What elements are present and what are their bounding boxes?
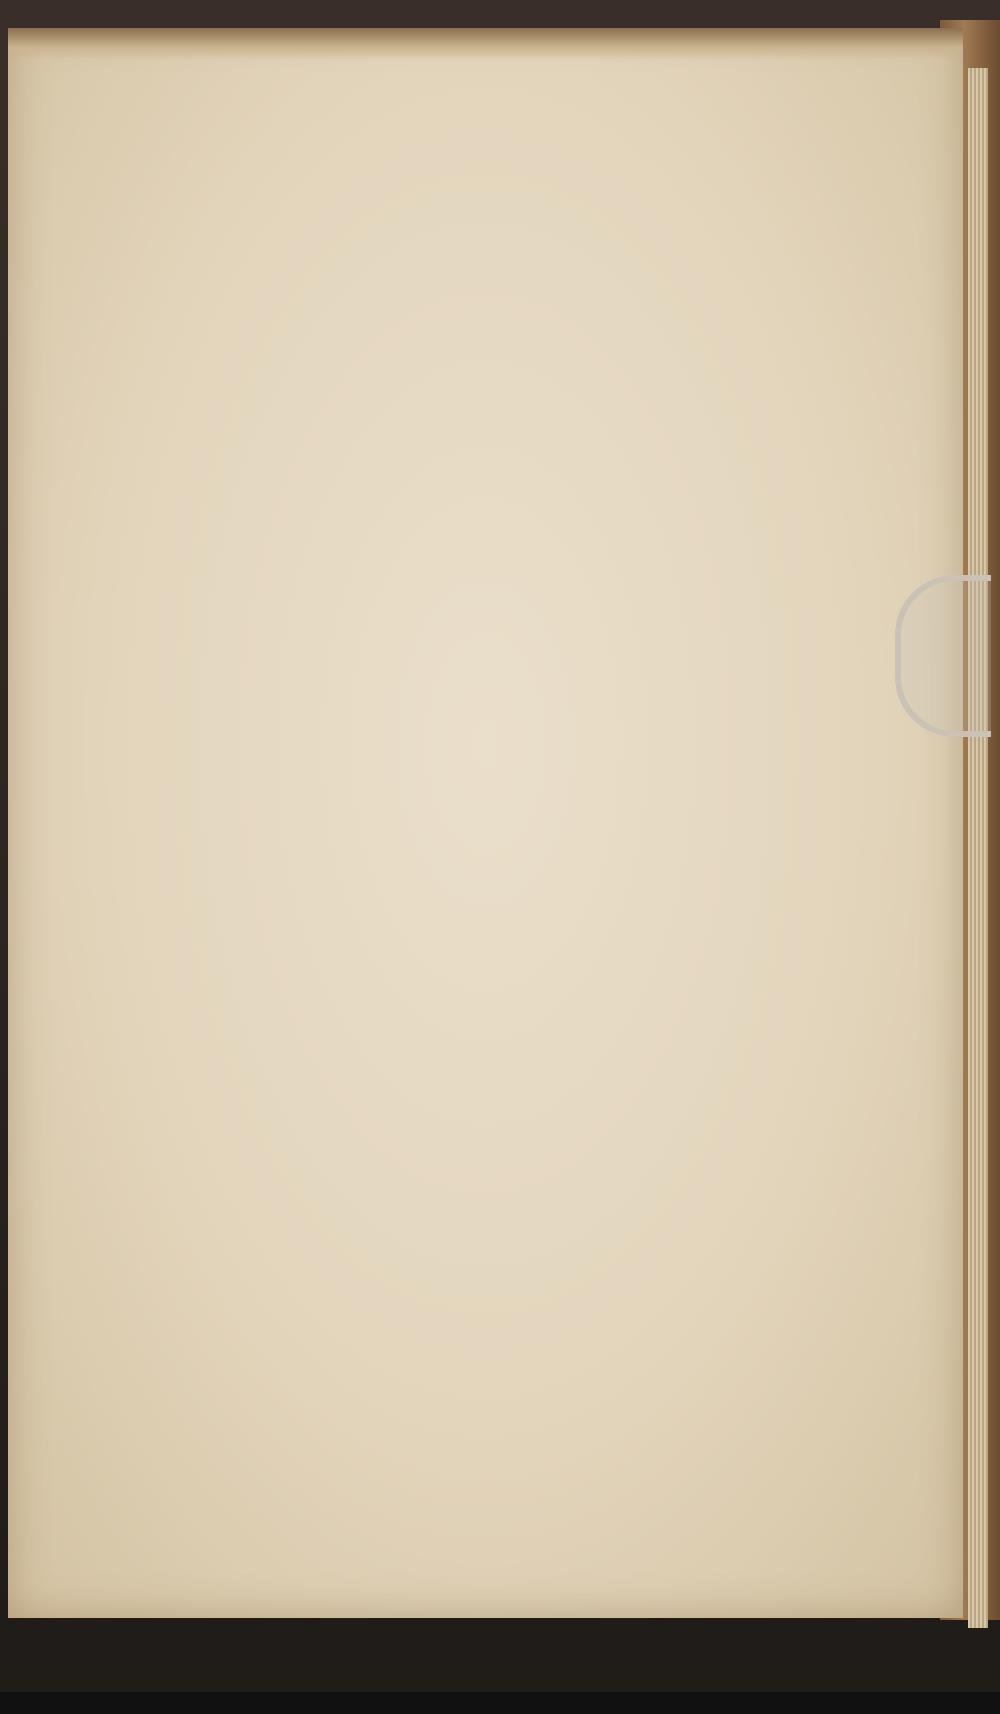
book-page [8, 28, 963, 1618]
page-edges [968, 68, 988, 1628]
printed-text [73, 98, 833, 202]
page-top-fold [8, 28, 963, 60]
page-clip [895, 575, 991, 737]
fable-323-heading [73, 104, 833, 146]
digitization-credit [0, 1692, 1000, 1714]
fable-324-heading [73, 160, 833, 202]
